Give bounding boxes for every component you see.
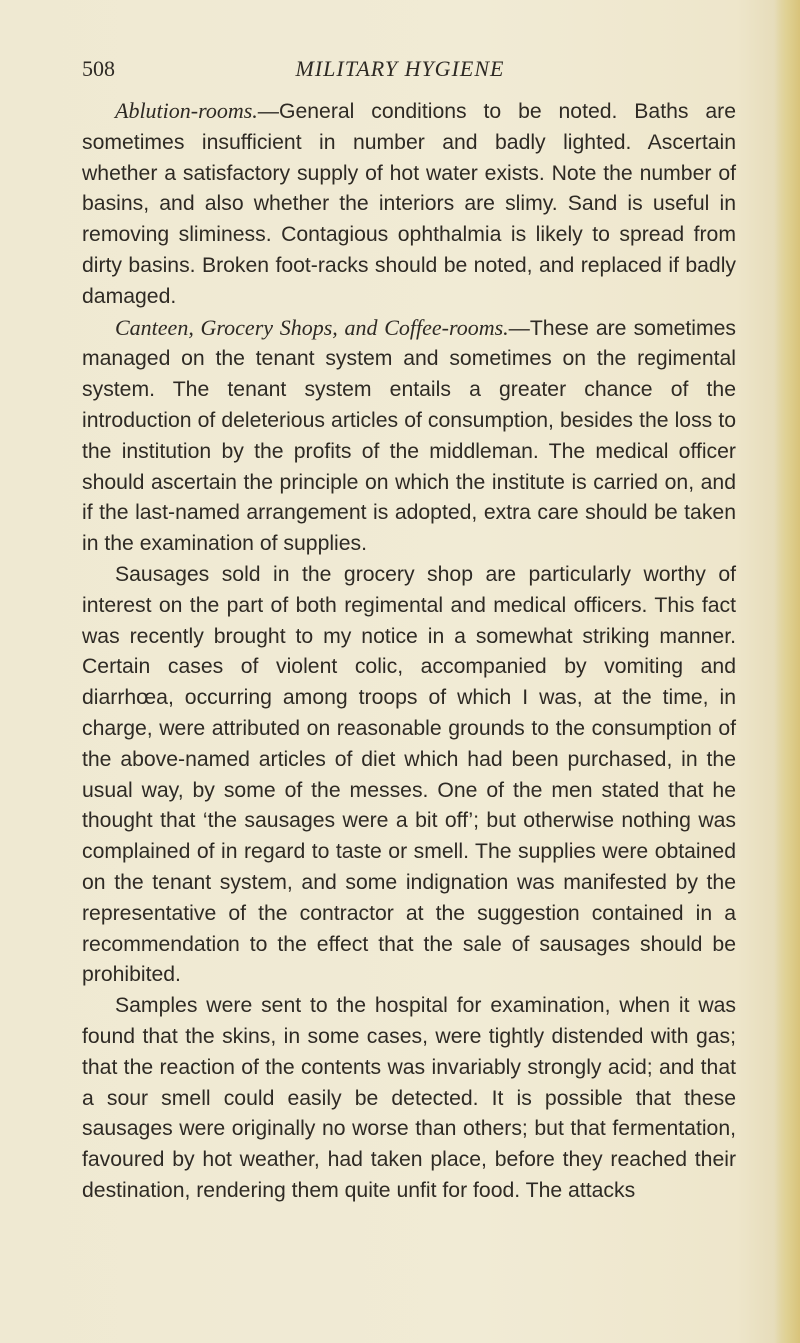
page-header — [0, 56, 800, 86]
paragraph-title: Ablution-rooms. — [115, 98, 258, 123]
paragraph-title: Canteen, Grocery Shops, and Coffee-rooms. — [115, 314, 509, 340]
paragraph-sausages — [82, 560, 736, 991]
body-text — [82, 96, 736, 1207]
paragraph-text: —These are sometimes managed on the tenant system and sometimes on the regimental system. The tenant system entails a greater chance of the introduction of deleterious articles of consumption, besides the loss to the institution by the profits of the middleman. The medical officer should ascertain the principle on which the institute is carried on, and if the last-named arrangement is adopted, extra care should be taken in the examination of supplies. — [82, 316, 736, 556]
paragraph-text: Sausages sold in the grocery shop are particularly worthy of interest on the part of both regimental and medical officers. This fact was recently brought to my notice in a somewhat striking manner. Certain cases of violent colic, accompanied by vomiting and diarrhœa, occurring among troops of which I was, at the time, in charge, were attributed on reasonable grounds to the consumption of the above-named articles of diet which had been purchased, in the usual way, by some of the messes. One of the men stated that he thought that ‘the sausages were a bit off’; but otherwise nothing was complained of in regard to taste or smell. The supplies were obtained on the tenant system, and some indignation was manifested by the representative of the contractor at the suggestion contained in a recommendation to the effect that the sale of sausages should be prohibited. — [82, 562, 736, 987]
paragraph-samples — [82, 991, 736, 1207]
running-head: MILITARY HYGIENE — [295, 56, 505, 81]
paragraph-text: —General conditions to be noted. Baths are sometimes insufficient in number and badly lighted. Ascertain whether a satisfactory supply of hot water exists. Note the number of basins, and also whether the interiors are slimy. Sand is useful in removing sliminess. Contagious ophthalmia is likely to spread from dirty basins. Broken foot-racks should be noted, and replaced if badly damaged. — [82, 100, 736, 308]
paragraph-text: Samples were sent to the hospital for examination, when it was found that the skins, in some cases, were tightly distended with gas; that the reaction of the contents was invariably strongly acid; and that a sour smell could easily be detected. It is possible that these sausages were originally no worse than others; but that fermentation, favoured by hot weather, had taken place, before they reached their destination, rendering them quite unfit for food. The attacks — [82, 994, 736, 1202]
page-edge-shading — [774, 0, 800, 1343]
paragraph-canteen — [82, 313, 736, 560]
page-number: 508 — [82, 56, 115, 81]
paragraph-ablution-rooms — [82, 96, 736, 313]
